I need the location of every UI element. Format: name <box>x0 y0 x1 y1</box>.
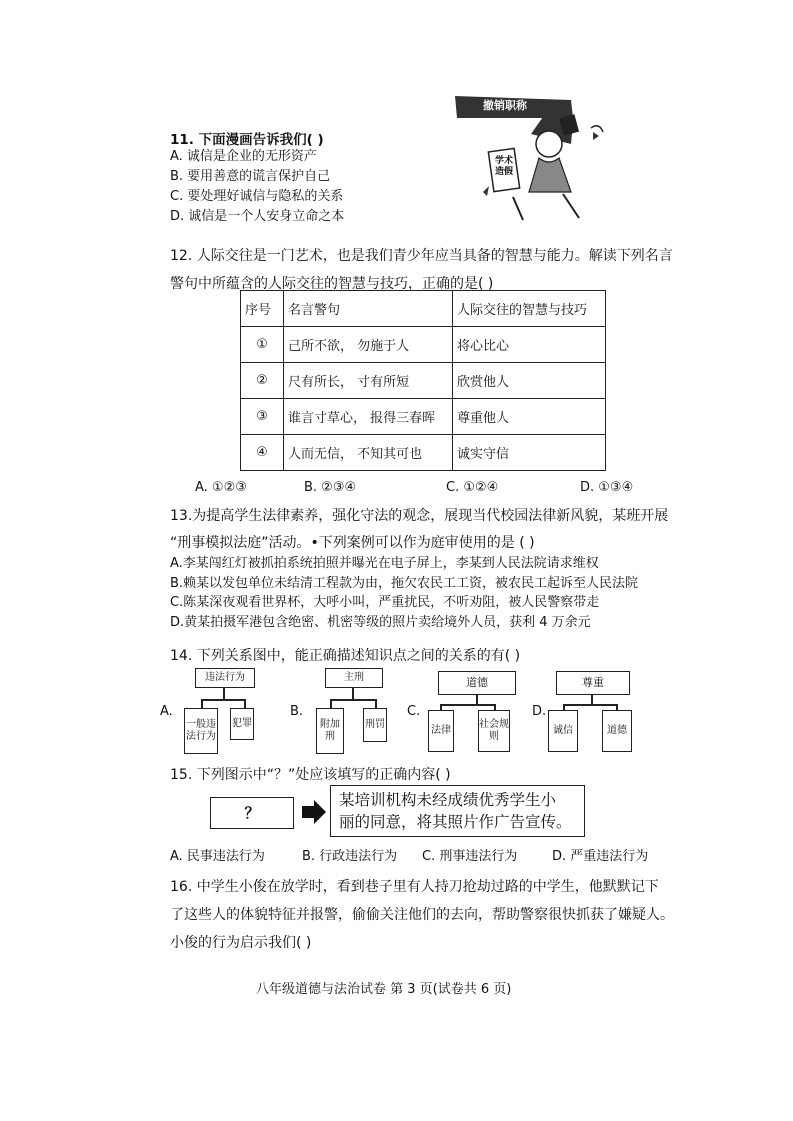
q16-line2: 了这些人的体貌特征并报警，偷偷关注他们的去向，帮助警察很快抓获了嫌疑人。 <box>170 907 674 923</box>
table-header-row <box>241 291 606 327</box>
q13-stem-line1: 13.为提高学生法律素养，强化守法的观念，展现当代校园法律新风貌，某班开展 <box>170 508 669 524</box>
diagram-b-letter: B. <box>290 704 304 719</box>
body <box>529 158 571 192</box>
q11-option-a: A. 诚信是企业的无形资产 <box>170 149 317 164</box>
q15-stem: 15. 下列图示中“？”处应该填写的正确内容( ) <box>170 767 451 783</box>
table-row <box>241 327 606 363</box>
table-header-cell: 序号 <box>241 291 284 327</box>
table-header-cell: 人际交往的智慧与技巧 <box>453 291 606 327</box>
q13-stem-line2: “刑事模拟法庭”活动。•下列案例可以作为庭审使用的是 ( ) <box>170 535 535 551</box>
q13-option-d: D.黄某拍摄军港包含绝密、机密等级的照片卖给境外人员，获利 4 万余元 <box>170 615 591 630</box>
diagram-a-left: 一般违法行为 <box>184 708 218 754</box>
table-header-cell: 名言警句 <box>284 291 453 327</box>
q15-option-b: B. 行政违法行为 <box>302 849 398 864</box>
table-row <box>241 399 606 435</box>
table-cell: 人而无信， 不知其可也 <box>284 435 453 471</box>
diagram-d-right: 道德 <box>602 710 632 752</box>
q16-line1: 16. 中学生小俊在放学时，看到巷子里有人持刀抢劫过路的中学生，他默默记下 <box>170 879 659 895</box>
q15-option-d: D. 严重违法行为 <box>552 849 649 864</box>
q16-line3: 小俊的行为启示我们( ) <box>170 935 312 951</box>
q11-option-b: B. 要用善意的谎言保护自己 <box>170 169 331 184</box>
table-cell: ③ <box>241 399 284 435</box>
q12-stem-line1: 12. 人际交往是一门艺术，也是我们青少年应当具备的智慧与能力。解读下列名言 <box>170 248 673 264</box>
table-cell: ① <box>241 327 284 363</box>
page-footer: 八年级道德与法治试卷 第 3 页(试卷共 6 页) <box>256 982 512 997</box>
table-cell: 欣赏他人 <box>453 363 606 399</box>
table-cell: 尊重他人 <box>453 399 606 435</box>
q12-option-a: A. ①②③ <box>195 480 247 495</box>
question-mark-box: ？ <box>210 797 294 829</box>
diagram-d-letter: D. <box>532 704 547 719</box>
table-cell: 将心比心 <box>453 327 606 363</box>
q12-option-d: D. ①③④ <box>580 480 634 495</box>
table-row <box>241 435 606 471</box>
q11-stem: 11. 下面漫画告诉我们( ) <box>170 132 324 148</box>
q12-option-c: C. ①②④ <box>446 480 499 495</box>
diagram-c-right: 社会规则 <box>478 710 510 752</box>
q13-option-a: A.李某闯红灯被抓拍系统拍照并曝光在电子屏上，李某到人民法院请求维权 <box>170 556 599 571</box>
table-cell: ② <box>241 363 284 399</box>
cartoon-illustration <box>453 92 618 222</box>
table-row <box>241 363 606 399</box>
diagram-d-left: 诚信 <box>548 710 578 752</box>
diagram-c-top: 道德 <box>438 671 516 695</box>
diagram-b-top: 主刑 <box>325 668 383 688</box>
q12-table <box>240 290 606 471</box>
q14-stem: 14. 下列关系图中，能正确描述知识点之间的关系的有( ) <box>170 648 521 664</box>
q15-option-a: A. 民事违法行为 <box>170 849 265 864</box>
diagram-c-letter: C. <box>407 704 421 719</box>
cartoon-book-text: 学术造假 <box>494 156 513 177</box>
table-cell: ④ <box>241 435 284 471</box>
diagram-a-top: 违法行为 <box>195 668 255 688</box>
table-cell: 尺有所长， 寸有所短 <box>284 363 453 399</box>
diagram-a-right: 犯罪 <box>230 708 254 740</box>
diagram-a-letter: A. <box>160 704 173 719</box>
table-cell: 谁言寸草心， 报得三春晖 <box>284 399 453 435</box>
q11-option-c: C. 要处理好诚信与隐私的关系 <box>170 189 344 204</box>
table-cell: 己所不欲， 勿施于人 <box>284 327 453 363</box>
cartoon-banner-text: 撤销职称 <box>483 99 527 112</box>
arrow-right-icon <box>300 798 328 826</box>
diagram-b-right: 刑罚 <box>363 708 387 742</box>
q12-option-b: B. ②③④ <box>304 480 357 495</box>
table-cell: 诚实守信 <box>453 435 606 471</box>
diagram-d-top: 尊重 <box>556 671 630 695</box>
q11-cartoon <box>453 92 618 222</box>
legs <box>513 194 579 220</box>
q11-option-d: D. 诚信是一个人安身立命之本 <box>170 209 345 224</box>
q13-option-c: C.陈某深夜观看世界杯，大呼小叫，严重扰民，不听劝阻，被人民警察带走 <box>170 595 600 610</box>
q15-case-line2: 丽的同意，将其照片作广告宣传。 <box>339 813 572 831</box>
tassel <box>591 126 603 132</box>
q15-case-box <box>330 785 585 837</box>
head <box>536 131 562 157</box>
q15-case-line1: 某培训机构未经成绩优秀学生小 <box>339 791 557 809</box>
q15-option-c: C. 刑事违法行为 <box>422 849 518 864</box>
q12-stem-line2: 警句中所蕴含的人际交往的智慧与技巧，正确的是( ) <box>170 276 494 292</box>
q13-option-b: B.赖某以发包单位未结清工程款为由，拖欠农民工工资，被农民工起诉至人民法院 <box>170 576 639 591</box>
diagram-b-left: 附加刑 <box>316 708 344 754</box>
diagram-c-left: 法律 <box>428 710 454 752</box>
